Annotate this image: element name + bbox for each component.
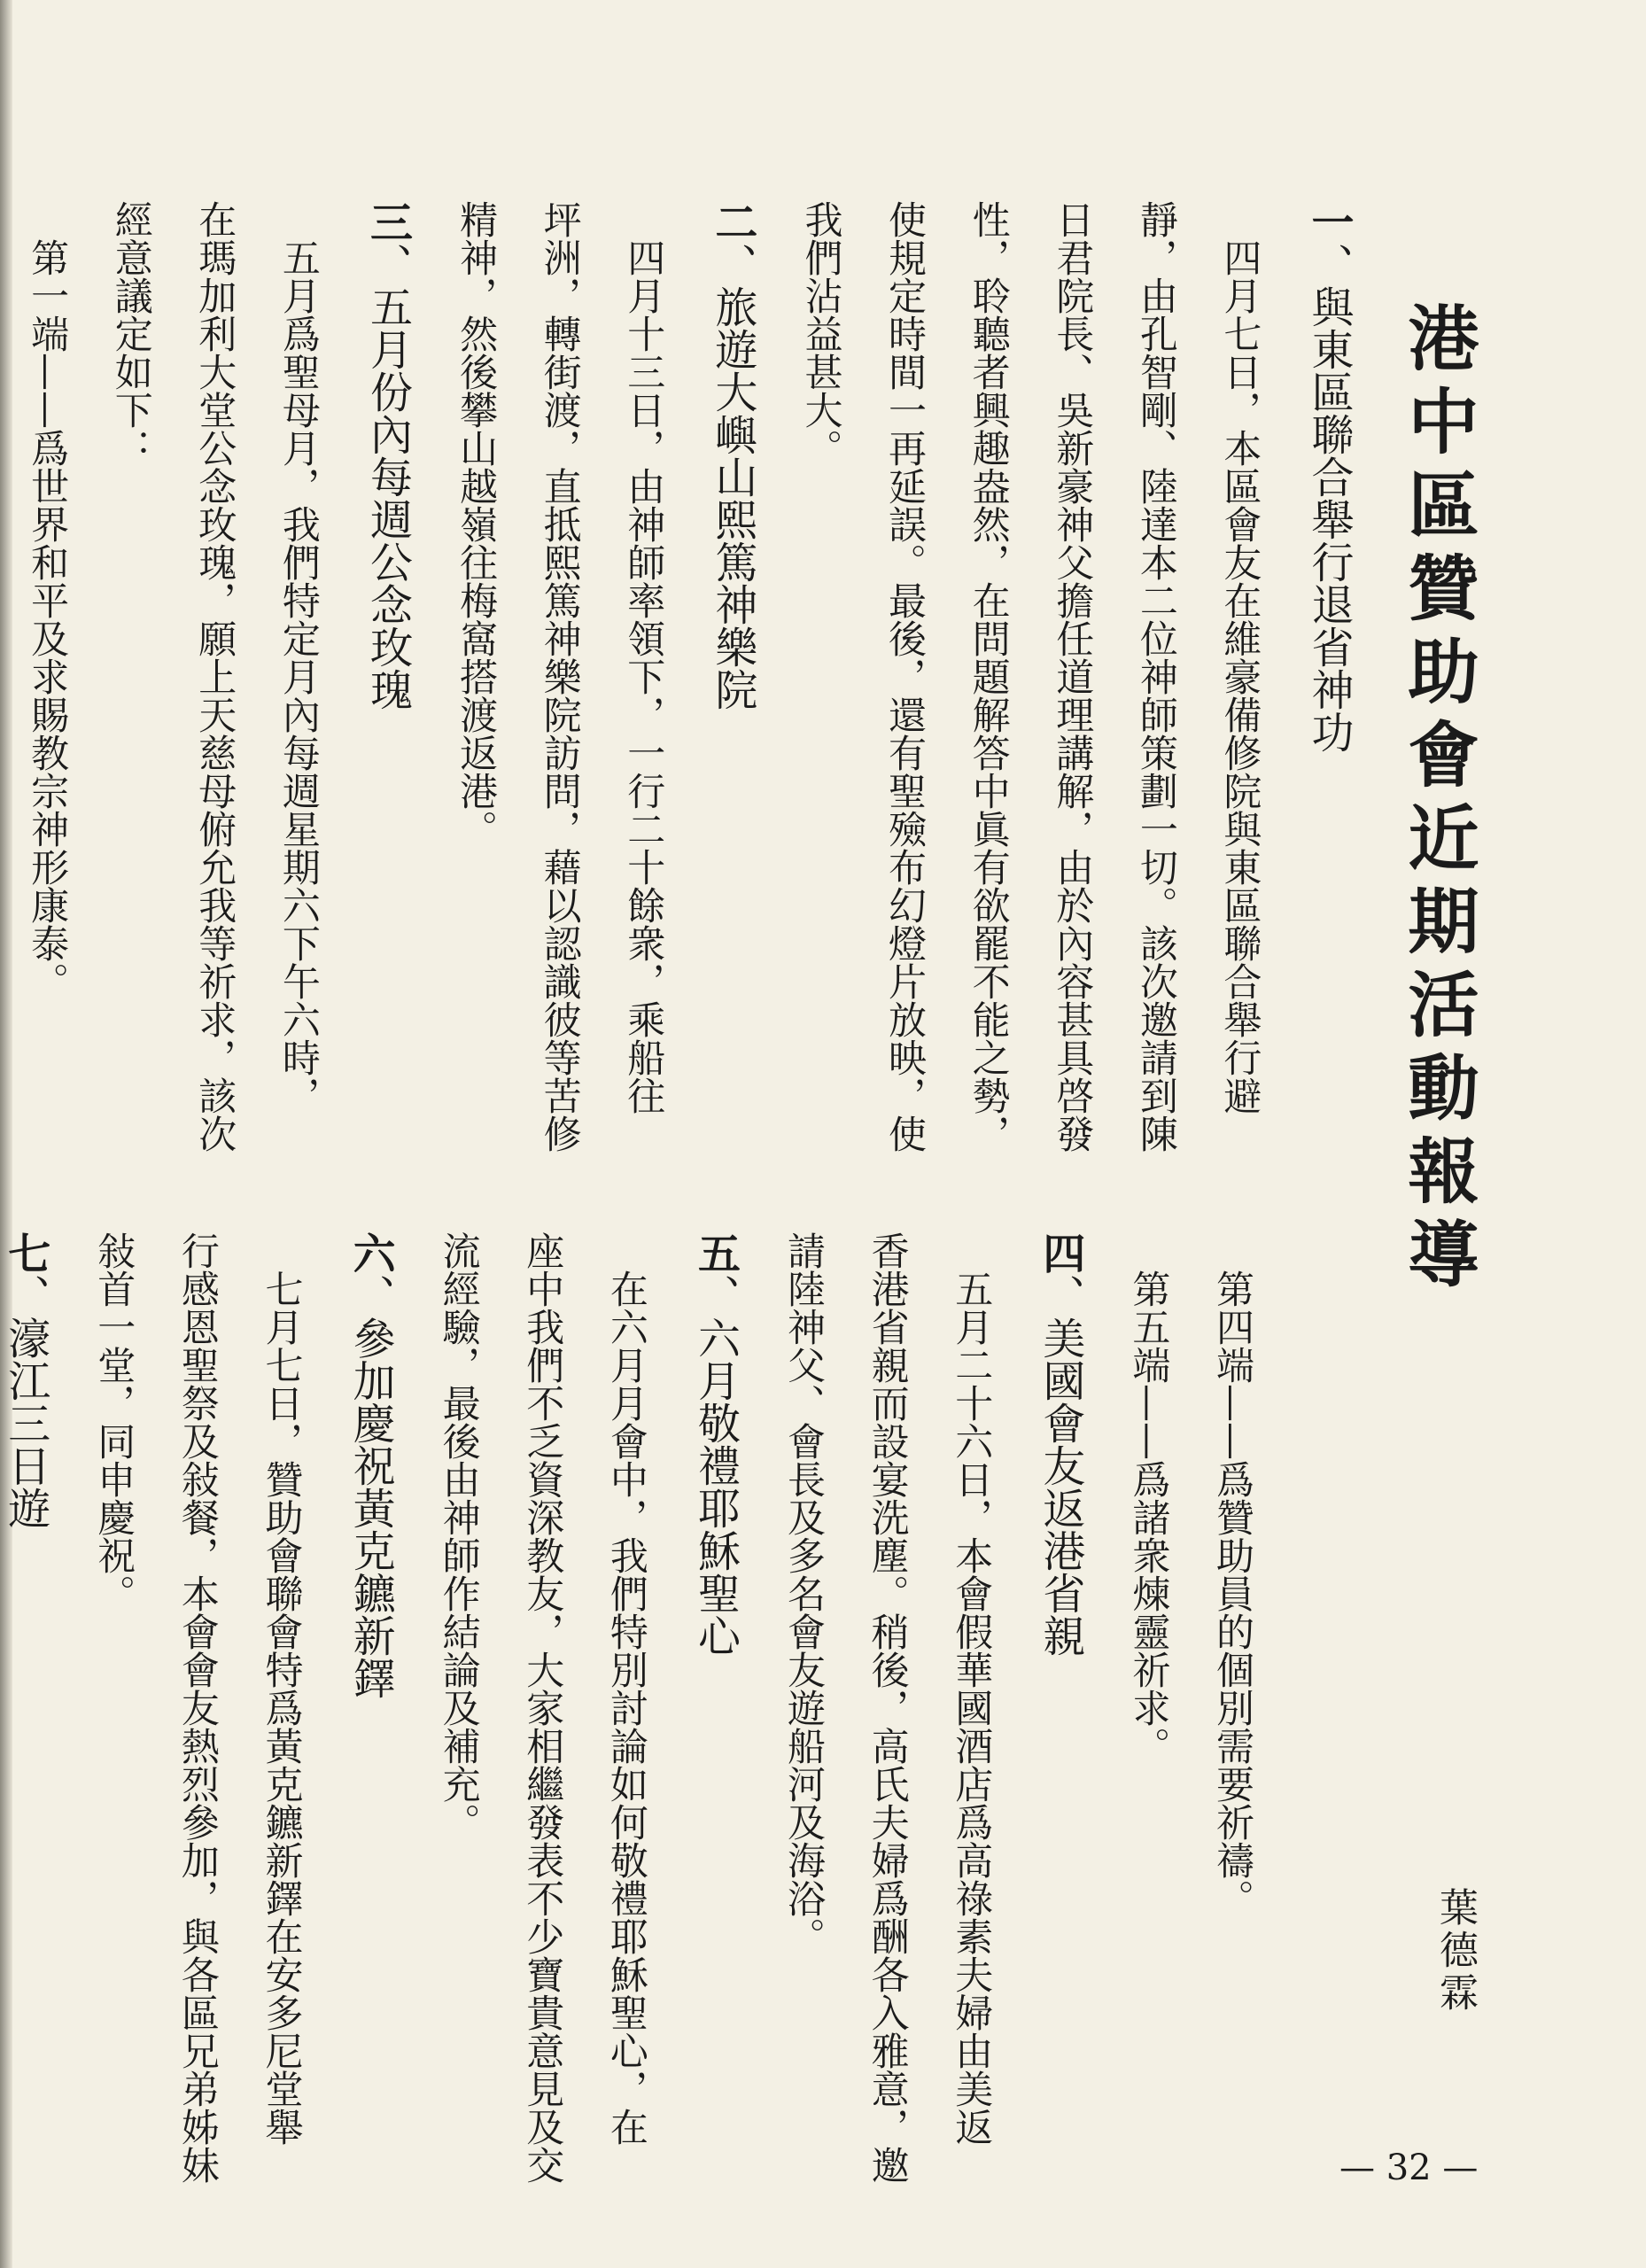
text-column — [602, 200, 686, 1130]
paragraph-line: 我們沾益甚大。 — [798, 200, 843, 467]
section-heading — [0, 1231, 72, 2135]
text-column — [845, 1231, 929, 2184]
paragraph-line: 香港省親而設宴洗塵。稍後，高氏夫婦爲酬各入雅意，邀 — [865, 1231, 910, 2184]
paragraph-line: 座中我們不乏資深教友，大家相繼發表不少寶貴意見及交 — [520, 1231, 565, 2184]
text-column — [862, 200, 946, 1153]
paragraph-line: 七月七日，贊助會聯會特爲黃克鑣新鐸在安多尼堂舉 — [259, 1231, 304, 2146]
paragraph-line: 五月爲聖母月，我們特定月內每週星期六下午六時， — [276, 200, 321, 1115]
section-heading — [322, 1231, 416, 2135]
text-column — [1190, 1231, 1274, 2135]
text-column — [433, 200, 517, 1130]
text-column — [1106, 1231, 1191, 2135]
paragraph-line: 第一端——爲世界和平及求賜教宗神形康泰。 — [25, 200, 70, 1000]
paragraph-line: 敍首一堂，同申慶祝。 — [91, 1231, 136, 1612]
section-heading-text: 、與東區聯合舉行退省神功 — [1304, 243, 1354, 753]
text-column — [929, 1231, 1013, 2146]
text-column — [173, 200, 257, 1153]
text-column — [72, 1231, 156, 2135]
section-number: 三 — [362, 200, 413, 243]
section-heading — [340, 200, 434, 1130]
section-heading — [1013, 1231, 1106, 2135]
section-number: 六 — [346, 1231, 396, 1274]
text-column — [1198, 200, 1282, 1130]
paragraph-line: 四月十三日，由神師率領下，一行二十餘衆，乘船往 — [621, 200, 666, 1115]
section-heading-text: 、參加慶祝黃克鑣新鐸 — [346, 1274, 396, 1699]
paragraph-line: 行感恩聖祭及敍餐，本會會友熱烈參加，與各區兄弟姊妹 — [175, 1231, 220, 2184]
paragraph-line: 第四端——爲贊助員的個別需要祈禱。 — [1210, 1231, 1254, 1917]
section-heading-text: 、六月敬禮耶穌聖心 — [690, 1274, 741, 1657]
paragraph-line: 靜，由孔智剛、陸達本二位神師策劃一切。該次邀請到陳 — [1133, 200, 1178, 1153]
paragraph-line: 在六月月會中，我們特別討論如何敬禮耶穌聖心，在 — [603, 1231, 648, 2146]
paragraph-line: 坪洲，轉街渡，直抵熙篤神樂院訪問，藉以認識彼等苦修 — [537, 200, 582, 1153]
section-heading-text: 、旅遊大嶼山熙篤神樂院 — [707, 243, 757, 711]
text-column — [416, 1231, 501, 2135]
paragraph-line: 性，聆聽者興趣盎然，在問題解答中眞有欲罷不能之勢， — [966, 200, 1011, 1153]
text-column — [1114, 200, 1198, 1153]
paragraph-line: 第五端——爲諸衆煉靈祈求。 — [1126, 1231, 1171, 1765]
section-heading-text: 、美國會友返港省親 — [1035, 1274, 1085, 1657]
section-number: 四 — [1035, 1231, 1085, 1274]
section-number: 五 — [690, 1231, 741, 1274]
upper-text-block — [0, 200, 1375, 1153]
paragraph-line: 四月七日，本區會友在維豪備修院與東區聯合舉行避 — [1217, 200, 1262, 1115]
text-column — [946, 200, 1030, 1153]
text-column — [155, 1231, 239, 2184]
text-column — [5, 200, 89, 1130]
section-heading-text: 、五月份內每週公念玫瑰 — [362, 243, 413, 711]
text-column — [761, 1231, 845, 2135]
text-column — [517, 200, 602, 1153]
paragraph-line: 五月二十六日，本會假華國酒店爲高祿素夫婦由美返 — [949, 1231, 994, 2146]
section-number: 二 — [707, 200, 757, 243]
author-name: 葉德霖 — [1432, 1887, 1478, 2015]
section-heading — [1281, 200, 1375, 1130]
text-column — [501, 1231, 585, 2184]
article-title: 港中區贊助會近期活動報導 — [1396, 301, 1479, 1301]
paragraph-line: 流經驗，最後由神師作結論及補充。 — [436, 1231, 481, 1841]
text-column — [89, 200, 173, 1130]
paragraph-line: 在瑪加利大堂公念玫瑰，願上天慈母俯允我等祈求，該次 — [192, 200, 237, 1153]
paragraph-line: 請陸神父、會長及多名會友遊船河及海浴。 — [781, 1231, 827, 1955]
lower-text-block — [0, 1231, 1274, 2184]
section-number: 七 — [0, 1231, 50, 1274]
text-column — [1030, 200, 1114, 1153]
text-column — [584, 1231, 668, 2146]
text-column — [256, 200, 340, 1130]
text-column — [239, 1231, 323, 2146]
paragraph-line: 日君院長、吳新豪神父擔任道理講解，由於內容甚具啓發 — [1050, 200, 1095, 1153]
section-heading — [668, 1231, 762, 2135]
paragraph-line: 使規定時間一再延誤。最後，還有聖殮布幻燈片放映，使 — [882, 200, 928, 1153]
text-column — [0, 200, 5, 1130]
text-column — [779, 200, 863, 1130]
paragraph-line: 經意議定如下： — [108, 200, 153, 467]
section-heading-text: 、濠江三日遊 — [0, 1274, 50, 1529]
section-number: 一 — [1304, 200, 1354, 243]
paragraph-line: 精神，然後攀山越嶺往梅窩搭渡返港。 — [454, 200, 499, 848]
page-number: — 32 — — [1339, 2148, 1479, 2188]
section-heading — [685, 200, 779, 1130]
